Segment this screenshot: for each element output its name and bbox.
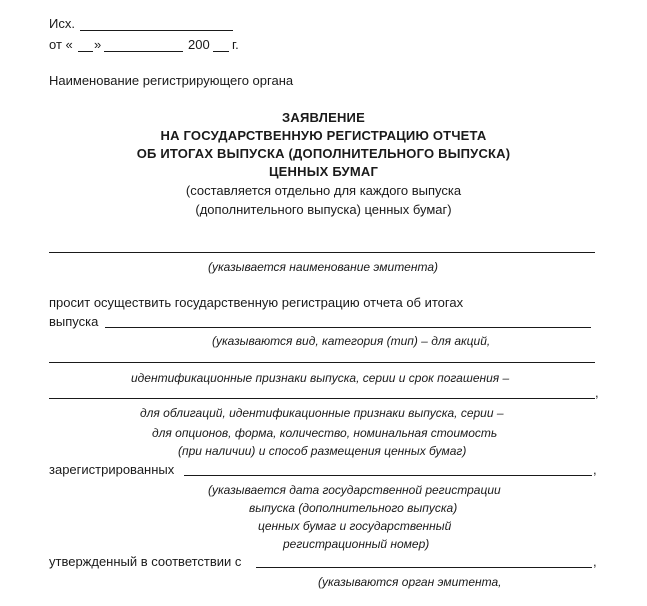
date-day-field[interactable] (78, 51, 93, 52)
issue-hint-5: (при наличии) и способ размещения ценных бумаг) (178, 444, 467, 458)
comma-2: , (593, 462, 597, 477)
comma-1: , (595, 385, 599, 400)
approved-field[interactable] (256, 567, 592, 568)
doc-title-line2: НА ГОСУДАРСТВЕННУЮ РЕГИСТРАЦИЮ ОТЧЕТА (160, 128, 487, 143)
issuer-hint: (указывается наименование эмитента) (208, 260, 438, 274)
registration-hint-1: (указывается дата государственной регистрации (208, 483, 501, 497)
year-suffix: г. (232, 37, 239, 52)
doc-title-line3: ОБ ИТОГАХ ВЫПУСКА (ДОПОЛНИТЕЛЬНОГО ВЫПУСКА) (136, 146, 511, 161)
date-mid: » (94, 37, 102, 52)
registration-hint-2: выпуска (дополнительного выпуска) (249, 501, 458, 515)
request-text: просит осуществить государственную регистрацию отчета об итогах (49, 295, 464, 310)
outgoing-label: Исх. (49, 16, 75, 31)
issue-hint-1: (указываются вид, категория (тип) – для акций, (212, 334, 491, 348)
date-prefix: от « (49, 37, 73, 52)
approved-hint-1: (указываются орган эмитента, (318, 575, 502, 589)
date-year-field[interactable] (213, 51, 229, 52)
issuer-name-field[interactable] (49, 252, 595, 253)
approved-label: утвержденный в соответствии с (49, 554, 242, 569)
doc-title-line1: ЗАЯВЛЕНИЕ (282, 110, 365, 125)
issue-field-3[interactable] (49, 398, 595, 399)
doc-subtitle-line2: (дополнительного выпуска) ценных бумаг) (195, 202, 452, 217)
issue-field[interactable] (105, 327, 591, 328)
doc-title-line4: ЦЕННЫХ БУМАГ (268, 164, 379, 179)
issue-hint-2: идентификационные признаки выпуска, серии и срок погашения – (131, 371, 510, 385)
comma-3: , (593, 554, 597, 569)
outgoing-number-field[interactable] (80, 30, 233, 31)
year-label: 200 (188, 37, 210, 52)
date-month-field[interactable] (104, 51, 183, 52)
registration-field[interactable] (184, 475, 592, 476)
registering-authority: Наименование регистрирующего органа (49, 73, 294, 88)
registered-label: зарегистрированных (49, 462, 175, 477)
issue-hint-4: для опционов, форма, количество, номинальная стоимость (152, 426, 498, 440)
registration-hint-4: регистрационный номер) (283, 537, 430, 551)
issue-label: выпуска (49, 314, 99, 329)
doc-subtitle-line1: (составляется отдельно для каждого выпуска (185, 183, 462, 198)
issue-hint-3: для облигаций, идентификационные признаки выпуска, серии – (140, 406, 504, 420)
issue-field-2[interactable] (49, 362, 595, 363)
registration-hint-3: ценных бумаг и государственный (258, 519, 452, 533)
